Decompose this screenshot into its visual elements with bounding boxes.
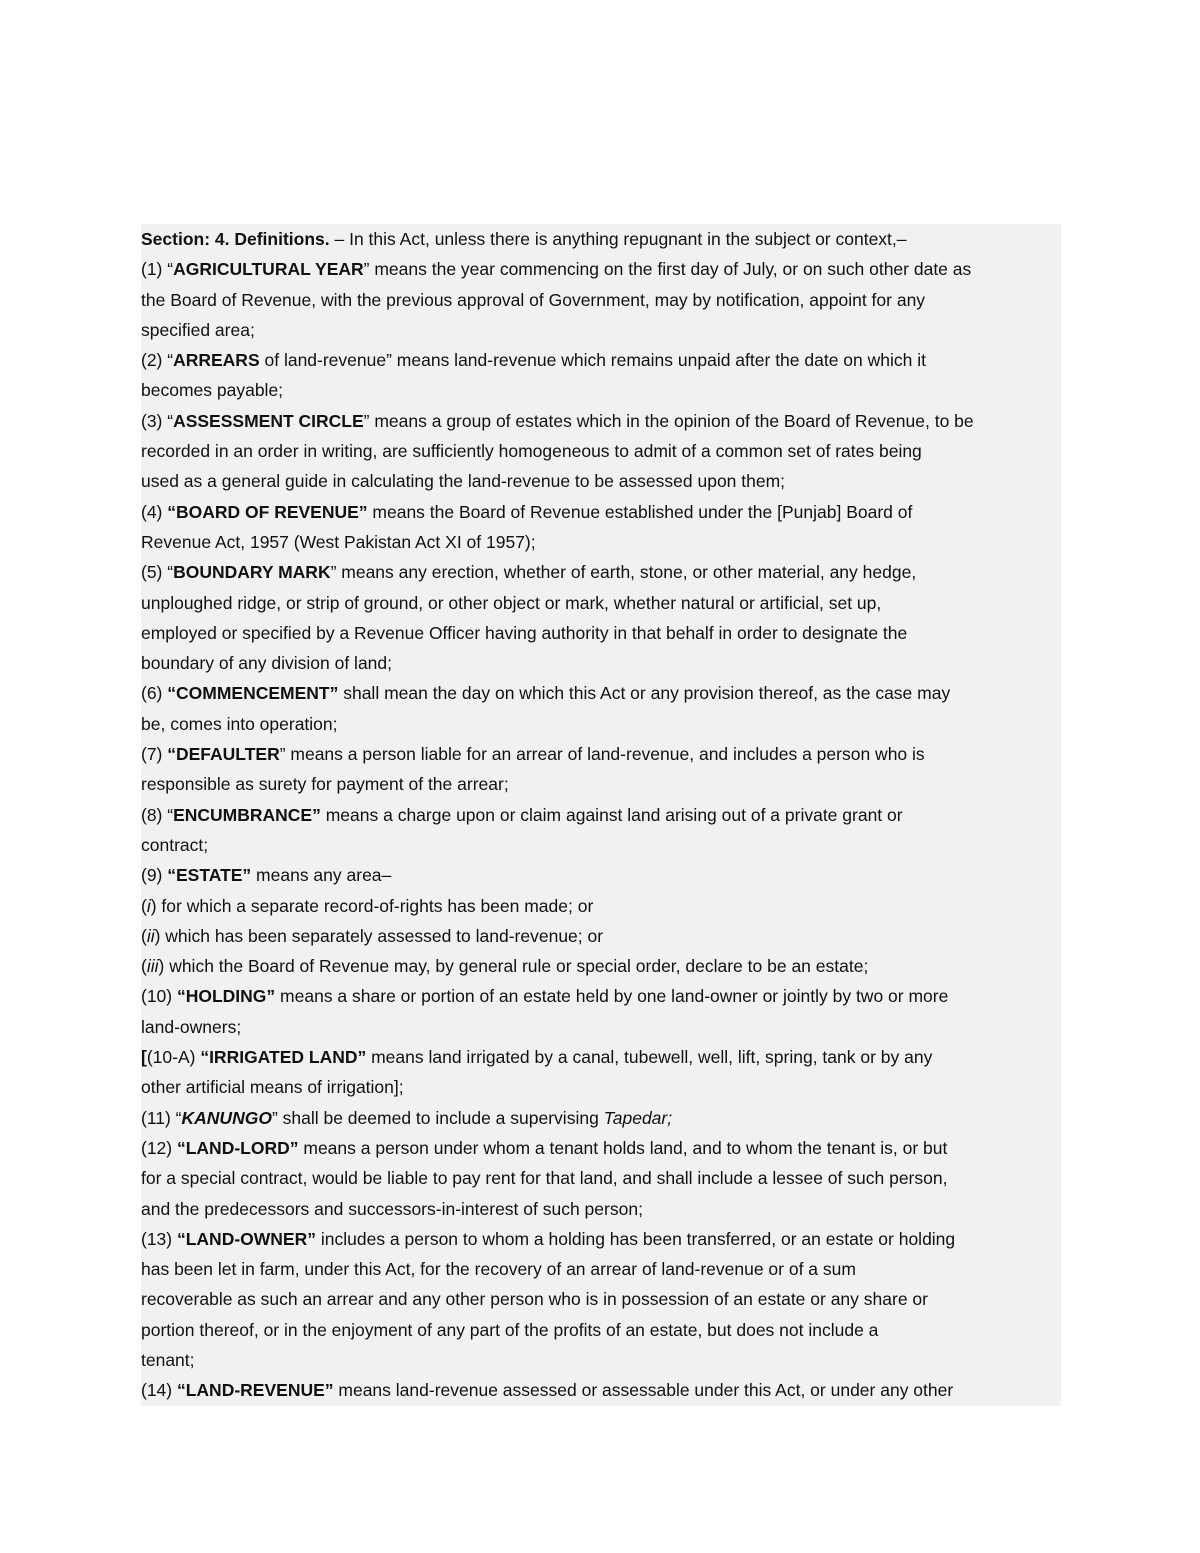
text-line bbox=[141, 648, 1061, 678]
section-heading bbox=[141, 224, 1061, 254]
text-line bbox=[141, 921, 1061, 951]
line-text: ” means a group of estates which in the opinion of the Board of Revenue, to be bbox=[363, 410, 974, 431]
line-text: has been let in farm, under this Act, for the recovery of an arrear of land-revenue or of a sum bbox=[141, 1259, 856, 1280]
text-line bbox=[141, 1072, 1061, 1102]
line-text: and the predecessors and successors-in-interest of such person; bbox=[141, 1198, 643, 1219]
line-text: (11) “ bbox=[141, 1107, 182, 1128]
line-text: (8) “ bbox=[141, 804, 174, 825]
line-text: means land irrigated by a canal, tubewell, well, lift, spring, tank or by any bbox=[366, 1047, 933, 1068]
line-text: (10-A) bbox=[146, 1047, 201, 1068]
line-text: for a special contract, would be liable to pay rent for that land, and shall include a lessee of such person, bbox=[141, 1168, 948, 1189]
line-text: of land-revenue” means land-revenue which remains unpaid after the date on which it bbox=[259, 350, 926, 371]
emphasis-text: iii bbox=[146, 956, 159, 977]
definitions-body bbox=[141, 254, 1061, 1405]
text-line bbox=[141, 678, 1061, 708]
text-line bbox=[141, 1254, 1061, 1284]
text-line bbox=[141, 830, 1061, 860]
line-text: means a charge upon or claim against land arising out of a private grant or bbox=[320, 804, 903, 825]
text-line bbox=[141, 527, 1061, 557]
line-text: ) which the Board of Revenue may, by general rule or special order, declare to be an estate; bbox=[158, 956, 869, 977]
text-line bbox=[141, 588, 1061, 618]
line-text: ) for which a separate record-of-rights has been made; or bbox=[150, 895, 594, 916]
text-line bbox=[141, 1345, 1061, 1375]
emphasis-text: KANUNGO bbox=[181, 1107, 272, 1128]
text-line bbox=[141, 315, 1061, 345]
text-line bbox=[141, 1163, 1061, 1193]
line-text: (9) bbox=[141, 865, 168, 886]
line-text: means any area– bbox=[251, 865, 392, 886]
text-line bbox=[141, 1012, 1061, 1042]
line-text: ” means the year commencing on the first day of July, or on such other date as bbox=[363, 259, 972, 280]
text-line bbox=[141, 1133, 1061, 1163]
emphasis-text: “ESTATE” bbox=[167, 865, 252, 886]
emphasis-text: “BOARD OF REVENUE” bbox=[167, 501, 368, 522]
text-line bbox=[141, 739, 1061, 769]
text-line bbox=[141, 891, 1061, 921]
line-text: (2) “ bbox=[141, 350, 174, 371]
line-text: (12) bbox=[141, 1137, 177, 1158]
text-line bbox=[141, 406, 1061, 436]
text-line bbox=[141, 709, 1061, 739]
text-line bbox=[141, 769, 1061, 799]
emphasis-text: ASSESSMENT CIRCLE bbox=[173, 410, 364, 431]
line-text: employed or specified by a Revenue Officer having authority in that behalf in order to designate the bbox=[141, 622, 908, 643]
text-line bbox=[141, 1224, 1061, 1254]
line-text: ” means a person liable for an arrear of land-revenue, and includes a person who is bbox=[279, 744, 925, 765]
text-line bbox=[141, 557, 1061, 587]
text-line bbox=[141, 951, 1061, 981]
text-line bbox=[141, 1375, 1061, 1405]
line-text: (10) bbox=[141, 986, 177, 1007]
line-text: ( bbox=[141, 956, 147, 977]
emphasis-text: [ bbox=[141, 1047, 147, 1068]
line-text: means a share or portion of an estate held by one land-owner or jointly by two or more bbox=[275, 986, 949, 1007]
emphasis-text: “DEFAULTER bbox=[167, 744, 280, 765]
line-text: means the Board of Revenue established under the [Punjab] Board of bbox=[367, 501, 913, 522]
text-line bbox=[141, 981, 1061, 1011]
emphasis-text: Tapedar; bbox=[603, 1107, 673, 1128]
text-line bbox=[141, 497, 1061, 527]
text-line bbox=[141, 860, 1061, 890]
text-line bbox=[141, 254, 1061, 284]
line-text: tenant; bbox=[141, 1349, 195, 1370]
text-line bbox=[141, 436, 1061, 466]
line-text: includes a person to whom a holding has been transferred, or an estate or holding bbox=[316, 1228, 956, 1249]
line-text: recoverable as such an arrear and any other person who is in possession of an estate or any share or bbox=[141, 1289, 928, 1310]
emphasis-text: ARREARS bbox=[173, 350, 260, 371]
line-text: used as a general guide in calculating the land-revenue to be assessed upon them; bbox=[141, 471, 786, 492]
text-line bbox=[141, 1103, 1061, 1133]
line-text: becomes payable; bbox=[141, 380, 284, 401]
emphasis-text: ENCUMBRANCE” bbox=[173, 804, 321, 825]
emphasis-text: ii bbox=[146, 925, 155, 946]
line-text: portion thereof, or in the enjoyment of any part of the profits of an estate, but does not include a bbox=[141, 1319, 879, 1340]
line-text: recorded in an order in writing, are sufficiently homogeneous to admit of a common set of rates being bbox=[141, 441, 922, 462]
line-text: shall mean the day on which this Act or any provision thereof, as the case may bbox=[338, 683, 951, 704]
text-line bbox=[141, 800, 1061, 830]
line-text: (3) “ bbox=[141, 410, 174, 431]
emphasis-text: “IRRIGATED LAND” bbox=[200, 1047, 367, 1068]
line-text: (7) bbox=[141, 744, 168, 765]
line-text: ( bbox=[141, 895, 147, 916]
section-heading-label: Section: 4. Definitions. bbox=[141, 229, 330, 249]
emphasis-text: “LAND-OWNER” bbox=[176, 1228, 316, 1249]
emphasis-text: AGRICULTURAL YEAR bbox=[173, 259, 364, 280]
line-text: boundary of any division of land; bbox=[141, 653, 392, 674]
text-line bbox=[141, 1315, 1061, 1345]
emphasis-text: “COMMENCEMENT” bbox=[167, 683, 339, 704]
line-text: ” shall be deemed to include a supervising bbox=[271, 1107, 604, 1128]
line-text: unploughed ridge, or strip of ground, or other object or mark, whether natural or artificial, set up, bbox=[141, 592, 882, 613]
emphasis-text: i bbox=[146, 895, 151, 916]
line-text: land-owners; bbox=[141, 1016, 242, 1037]
line-text: (4) bbox=[141, 501, 168, 522]
line-text: be, comes into operation; bbox=[141, 713, 338, 734]
line-text: means land-revenue assessed or assessable under this Act, or under any other bbox=[333, 1380, 954, 1401]
line-text: the Board of Revenue, with the previous approval of Government, may by notification, appoint for any bbox=[141, 289, 926, 310]
text-line bbox=[141, 1194, 1061, 1224]
line-text: (14) bbox=[141, 1380, 177, 1401]
emphasis-text: “LAND-LORD” bbox=[176, 1137, 299, 1158]
text-line bbox=[141, 345, 1061, 375]
document-page bbox=[141, 224, 1061, 1406]
emphasis-text: “HOLDING” bbox=[176, 986, 276, 1007]
line-text: ” means any erection, whether of earth, stone, or other material, any hedge, bbox=[330, 562, 917, 583]
line-text: means a person under whom a tenant holds land, and to whom the tenant is, or but bbox=[298, 1137, 948, 1158]
emphasis-text: BOUNDARY MARK bbox=[173, 562, 331, 583]
text-line bbox=[141, 285, 1061, 315]
text-line bbox=[141, 1284, 1061, 1314]
line-text: (13) bbox=[141, 1228, 177, 1249]
line-text: ( bbox=[141, 925, 147, 946]
line-text: contract; bbox=[141, 834, 209, 855]
section-heading-intro: – In this Act, unless there is anything repugnant in the subject or context,– bbox=[329, 229, 907, 249]
line-text: (6) bbox=[141, 683, 168, 704]
emphasis-text: “LAND-REVENUE” bbox=[176, 1380, 334, 1401]
text-line bbox=[141, 375, 1061, 405]
line-text: (1) “ bbox=[141, 259, 174, 280]
text-line bbox=[141, 1042, 1061, 1072]
line-text: other artificial means of irrigation]; bbox=[141, 1077, 404, 1098]
line-text: ) which has been separately assessed to land-revenue; or bbox=[154, 925, 604, 946]
line-text: (5) “ bbox=[141, 562, 174, 583]
text-line bbox=[141, 618, 1061, 648]
line-text: responsible as surety for payment of the arrear; bbox=[141, 774, 509, 795]
line-text: specified area; bbox=[141, 319, 255, 340]
line-text: Revenue Act, 1957 (West Pakistan Act XI of 1957); bbox=[141, 531, 536, 552]
text-line bbox=[141, 466, 1061, 496]
